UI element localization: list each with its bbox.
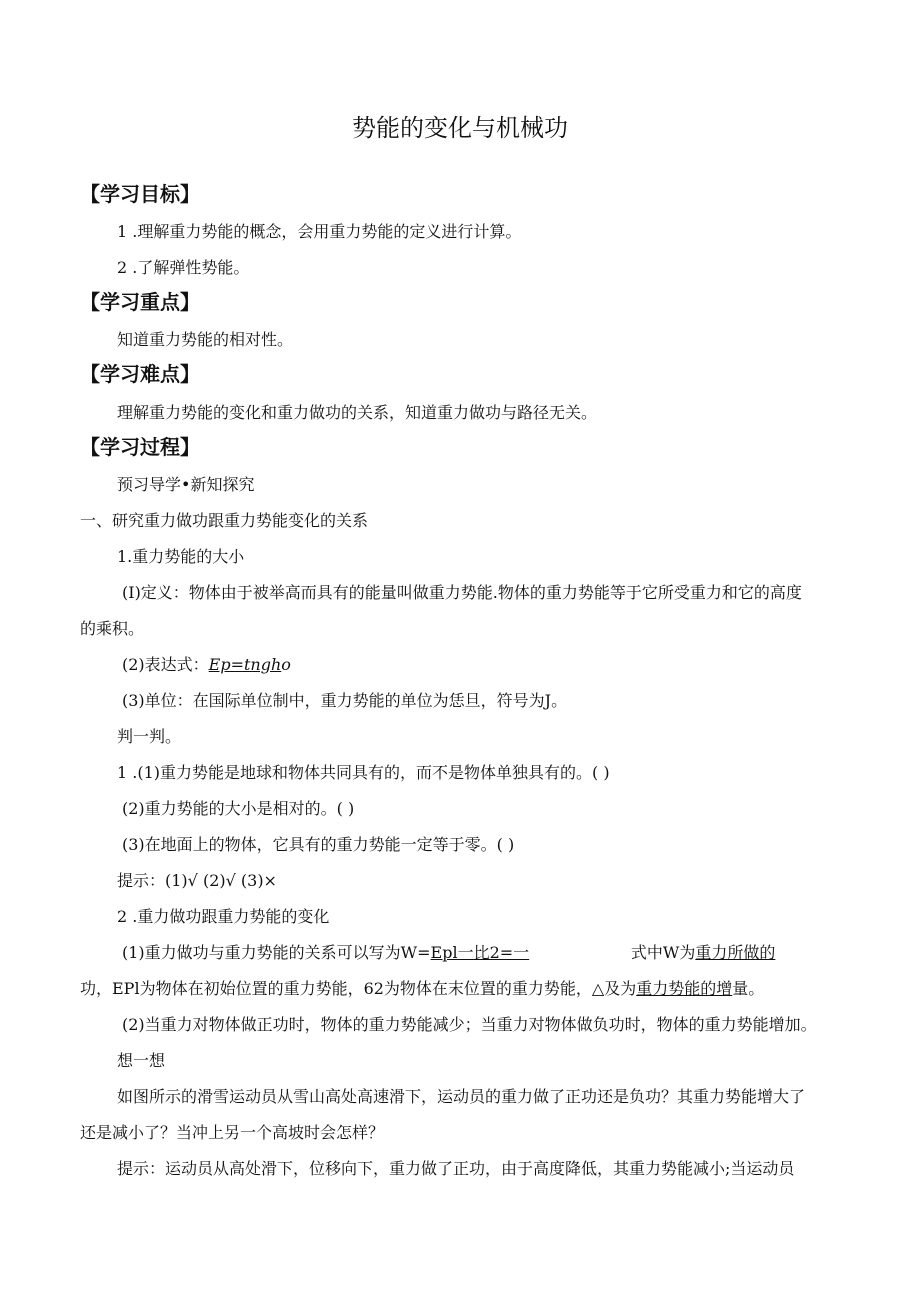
objective-item-2: 2 .了解弹性势能。 [117, 258, 250, 277]
definition-line-1: (I)定义：物体由于被举高而具有的能量叫做重力势能.物体的重力势能等于它所受重力和它的高度 [122, 583, 802, 602]
relation-line-3: (2)当重力对物体做正功时，物体的重力势能减少；当重力对物体做负功时，物体的重力势能增加。 [122, 1015, 817, 1034]
relation-underlined-2: 重力势能的增 [636, 979, 733, 998]
heading-process: 【学习过程】 [80, 435, 200, 459]
judge-item-2: (2)重力势能的大小是相对的。( ) [122, 799, 355, 818]
judge-item-3: (3)在地面上的物体，它具有的重力势能一定等于零。( ) [122, 835, 515, 854]
relation-formula: Epl一比2=一 [430, 943, 530, 962]
expression-line [122, 654, 291, 676]
definition-line-2: 的乘积。 [80, 619, 145, 638]
relation-2-suffix: 量。 [732, 979, 765, 998]
heading-focus: 【学习重点】 [80, 290, 200, 314]
think-title: 想一想 [117, 1051, 166, 1070]
objective-item-1: 1 .理解重力势能的概念，会用重力势能的定义进行计算。 [117, 222, 522, 241]
expression-formula: Ep=tngh [208, 655, 282, 674]
page-title: 势能的变化与机械功 [352, 114, 568, 142]
relation-prefix: (1)重力做功与重力势能的关系可以写为W= [122, 943, 431, 962]
think-question-line-2: 还是减小了？当冲上另一个高坡时会怎样？ [80, 1123, 385, 1142]
hint-explanation: 提示：运动员从高处滑下，位移向下，重力做了正功，由于高度降低，其重力势能减小;当运动员 [117, 1159, 795, 1178]
hint-answers: 提示：(1)√ (2)√ (3)× [117, 871, 277, 890]
heading-difficulty: 【学习难点】 [80, 362, 200, 386]
relation-line-1 [122, 942, 775, 964]
relation-2-prefix: 功，EPl为物体在初始位置的重力势能，62为物体在末位置的重力势能，△及为 [80, 979, 637, 998]
subsection-2-title: 2 .重力做功跟重力势能的变化 [117, 907, 330, 926]
judge-item-1: 1 .(1)重力势能是地球和物体共同具有的，而不是物体单独具有的。( ) [117, 763, 610, 782]
subsection-1-title: 1.重力势能的大小 [117, 547, 245, 566]
expression-label: (2)表达式： [122, 655, 209, 674]
focus-text: 知道重力势能的相对性。 [117, 330, 294, 349]
relation-middle: 式中W为 [529, 943, 696, 962]
judge-title: 判一判。 [117, 727, 182, 746]
preview-label: 预习导学•新知探究 [117, 475, 255, 494]
relation-underlined-1: 重力所做的 [695, 943, 776, 962]
think-question-line-1: 如图所示的滑雪运动员从雪山高处高速滑下，运动员的重力做了正功还是负功？其重力势能增大了 [117, 1087, 806, 1106]
expression-tail: o [281, 655, 291, 674]
section-1-title: 一、研究重力做功跟重力势能变化的关系 [80, 511, 369, 530]
heading-objectives: 【学习目标】 [80, 182, 200, 206]
difficulty-text: 理解重力势能的变化和重力做功的关系，知道重力做功与路径无关。 [117, 403, 598, 422]
unit-line: (3)单位：在国际单位制中，重力势能的单位为恁旦，符号为J。 [122, 691, 568, 710]
relation-line-2 [80, 978, 764, 1000]
